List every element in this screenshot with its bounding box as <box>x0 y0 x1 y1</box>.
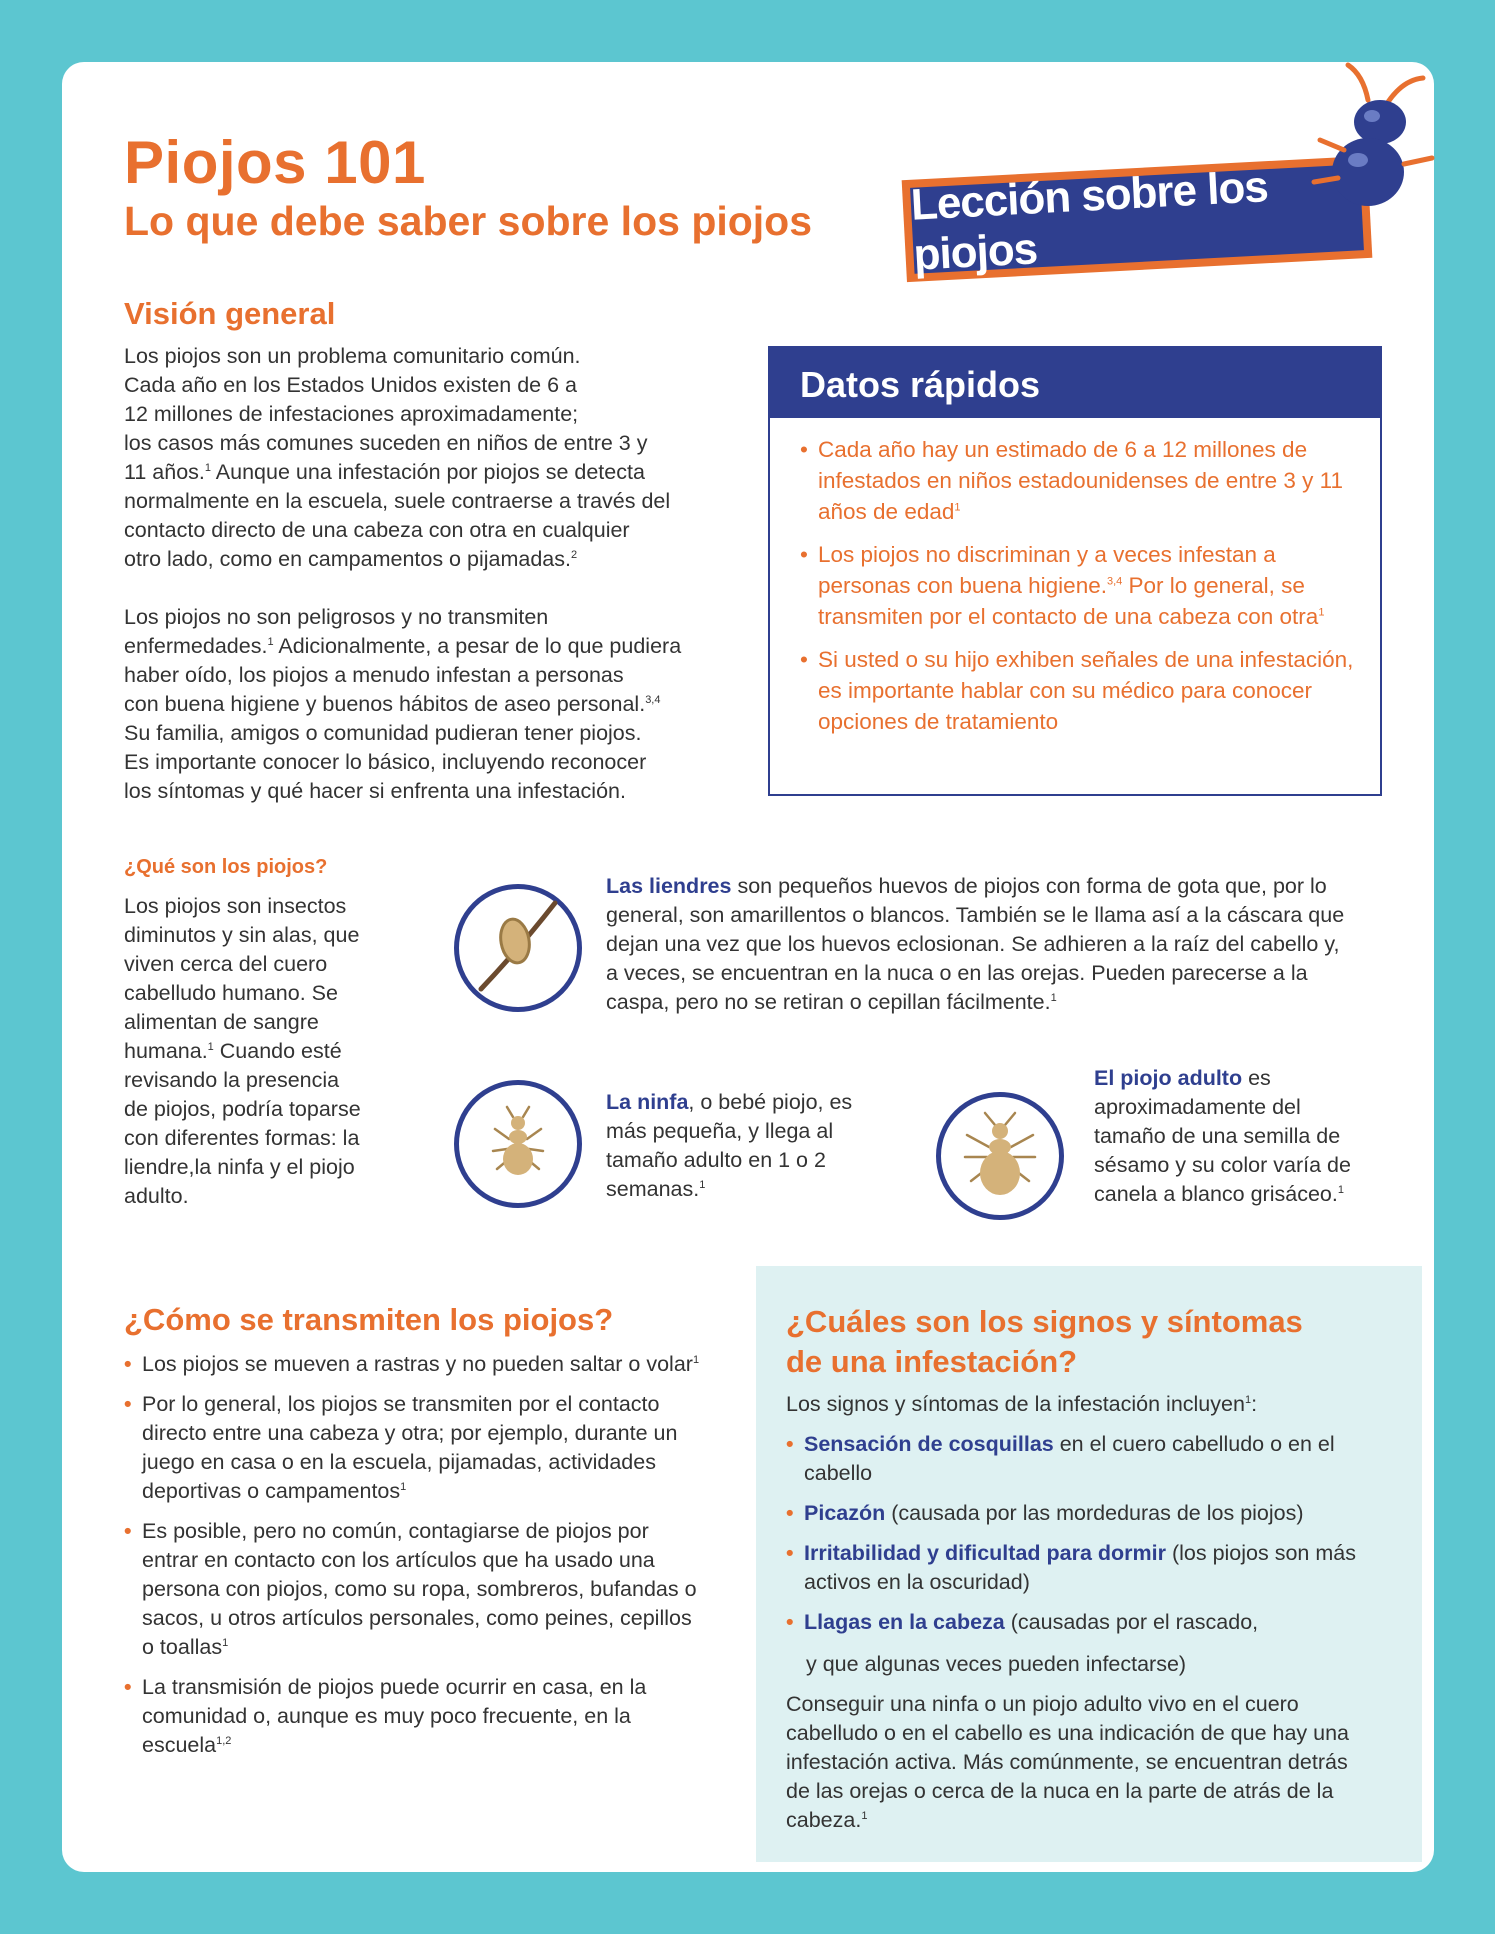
quick-facts-box <box>768 346 1382 796</box>
quick-fact-item: • Si usted o su hijo exhiben señales de una infestación, es importante hablar con su médico para conocer opciones de tratamiento <box>800 644 1356 737</box>
transmission-item: • Por lo general, los piojos se transmiten por el contacto directo entre una cabeza y otra; por ejemplo, durante un juego en casa o en la escuela, pijamadas, actividades deportivas o campamentos$^1$ <box>124 1390 704 1506</box>
symptom-item: • Irritabilidad y dificultad para dormir (los piojos son más activos en la oscuridad) <box>786 1539 1386 1597</box>
transmission-item: • La transmisión de piojos puede ocurrir en casa, en la comunidad o, aunque es muy poco frecuente, en la escuela$^{1,2}$ <box>124 1673 704 1760</box>
adult-louse-illustration <box>936 1092 1064 1220</box>
louse-mascot-icon <box>1308 60 1438 210</box>
symptoms-closing: Conseguir una ninfa o un piojo adulto vivo en el cuero cabelludo o en el cabello es una indicación de que hay una infestación activa. Más comúnmente, se encuentran detrás de las orejas o cerca de la nuca en la parte de atrás de la cabeza.$^1$ <box>786 1692 1350 1832</box>
what-are-lice-text: Los piojos son insectos diminutos y sin alas, que viven cerca del cuero cabelludo humano. Se alimentan de sangre humana.$^1$ Cuando esté revisando la presencia de piojos, podría toparse con diferentes formas: la liendre,la ninfa y el piojo adulto. <box>124 894 361 1208</box>
symptom-item: • Picazón (causada por las mordeduras de los piojos) <box>786 1499 1386 1528</box>
quick-facts-list <box>770 434 1380 737</box>
symptom-item: • Sensación de cosquillas en el cuero cabelludo o en el cabello <box>786 1430 1386 1488</box>
nymph-illustration <box>454 1080 582 1208</box>
overview-paragraph-1: Los piojos son un problema comunitario común. Cada año en los Estados Unidos existen de 6 a 12 millones de infestaciones aproximadamente; los casos más comunes suceden en niños de entre 3 y 11 años.$^1$ Aunque una infestación por piojos se detecta normalmente en la escuela, suele contraerse a través del contacto directo de una cabeza con otra en cualquier otro lado, como en campamentos o pijamadas.$^2$ <box>124 344 671 571</box>
quick-fact-item: • Cada año hay un estimado de 6 a 12 millones de infestados en niños estadounidenses de entre 3 y 11 años de edad$^1$ <box>800 434 1356 527</box>
symptoms-list <box>786 1430 1386 1641</box>
adult-louse-term: El piojo adulto <box>1094 1066 1243 1090</box>
adult-louse-icon <box>941 1097 1059 1215</box>
nymph-description: La ninfa, o bebé piojo, es más pequeña, y llega al tamaño adulto en 1 o 2 semanas.$^1$ <box>606 1090 853 1201</box>
transmission-heading: ¿Cómo se transmiten los piojos? <box>124 1302 614 1337</box>
nit-description: Las liendres son pequeños huevos de piojos con forma de gota que, por lo general, son amarillentos o blancos. También se le llama así a la cáscara que dejan una vez que los huevos eclosionan. Se adhieren a la raíz del cabello y, a veces, se encuentran en la nuca o en las orejas. Pueden parecerse a la caspa, pero no se retiran o cepillan fácilmente.$^1$ <box>606 874 1345 1014</box>
quick-facts-heading: Datos rápidos <box>770 348 1380 418</box>
lesson-badge-label: Lección sobre los piojos <box>910 164 1364 273</box>
nit-illustration <box>454 884 582 1012</box>
transmission-list <box>124 1350 704 1771</box>
symptoms-heading: ¿Cuáles son los signos y síntomas de una infestación? <box>786 1304 1303 1379</box>
transmission-item: • Es posible, pero no común, contagiarse de piojos por entrar en contacto con los artículos que ha usado una persona con piojos, como su ropa, sombreros, bufandas o sacos, u otros artículos personales, como peines, cepillos o toallas$^1$ <box>124 1517 704 1662</box>
overview-heading: Visión general <box>124 296 336 331</box>
transmission-item: • Los piojos se mueven a rastras y no pueden saltar o volar$^1$ <box>124 1350 704 1379</box>
symptoms-continuation: y que algunas veces pueden infectarse) <box>806 1652 1187 1676</box>
quick-fact-item: • Los piojos no discriminan y a veces infestan a personas con buena higiene.$^{3,4}$ Por lo general, se transmiten por el contacto de una cabeza con otra$^1$ <box>800 539 1356 632</box>
nit-icon <box>459 889 577 1007</box>
overview-paragraph-2: Los piojos no son peligrosos y no transmiten enfermedades.$^1$ Adicionalmente, a pesar de lo que pudiera haber oído, los piojos a menudo infestan a personas con buena higiene y buenos hábitos de aseo personal.$^{3,4}$ Su familia, amigos o comunidad pudieran tener piojos. Es importante conocer lo básico, incluyendo reconocer los síntomas y qué hacer si enfrenta una infestación. <box>124 605 682 803</box>
adult-louse-description: El piojo adulto es aproximadamente del tamaño de una semilla de sésamo y su color varía de canela a blanco grisáceo.$^1$ <box>1094 1066 1351 1206</box>
what-are-lice-heading: ¿Qué son los piojos? <box>124 856 328 878</box>
nymph-icon <box>459 1085 577 1203</box>
symptoms-intro: Los signos y síntomas de la infestación incluyen$^1$: <box>786 1392 1258 1416</box>
symptom-item: • Llagas en la cabeza (causadas por el rascado, <box>786 1608 1386 1637</box>
page-title: Piojos 101 <box>124 129 426 196</box>
overview-text <box>124 342 764 806</box>
nit-term: Las liendres <box>606 874 732 898</box>
nymph-term: La ninfa <box>606 1090 689 1114</box>
page-subtitle: Lo que debe saber sobre los piojos <box>124 198 813 244</box>
